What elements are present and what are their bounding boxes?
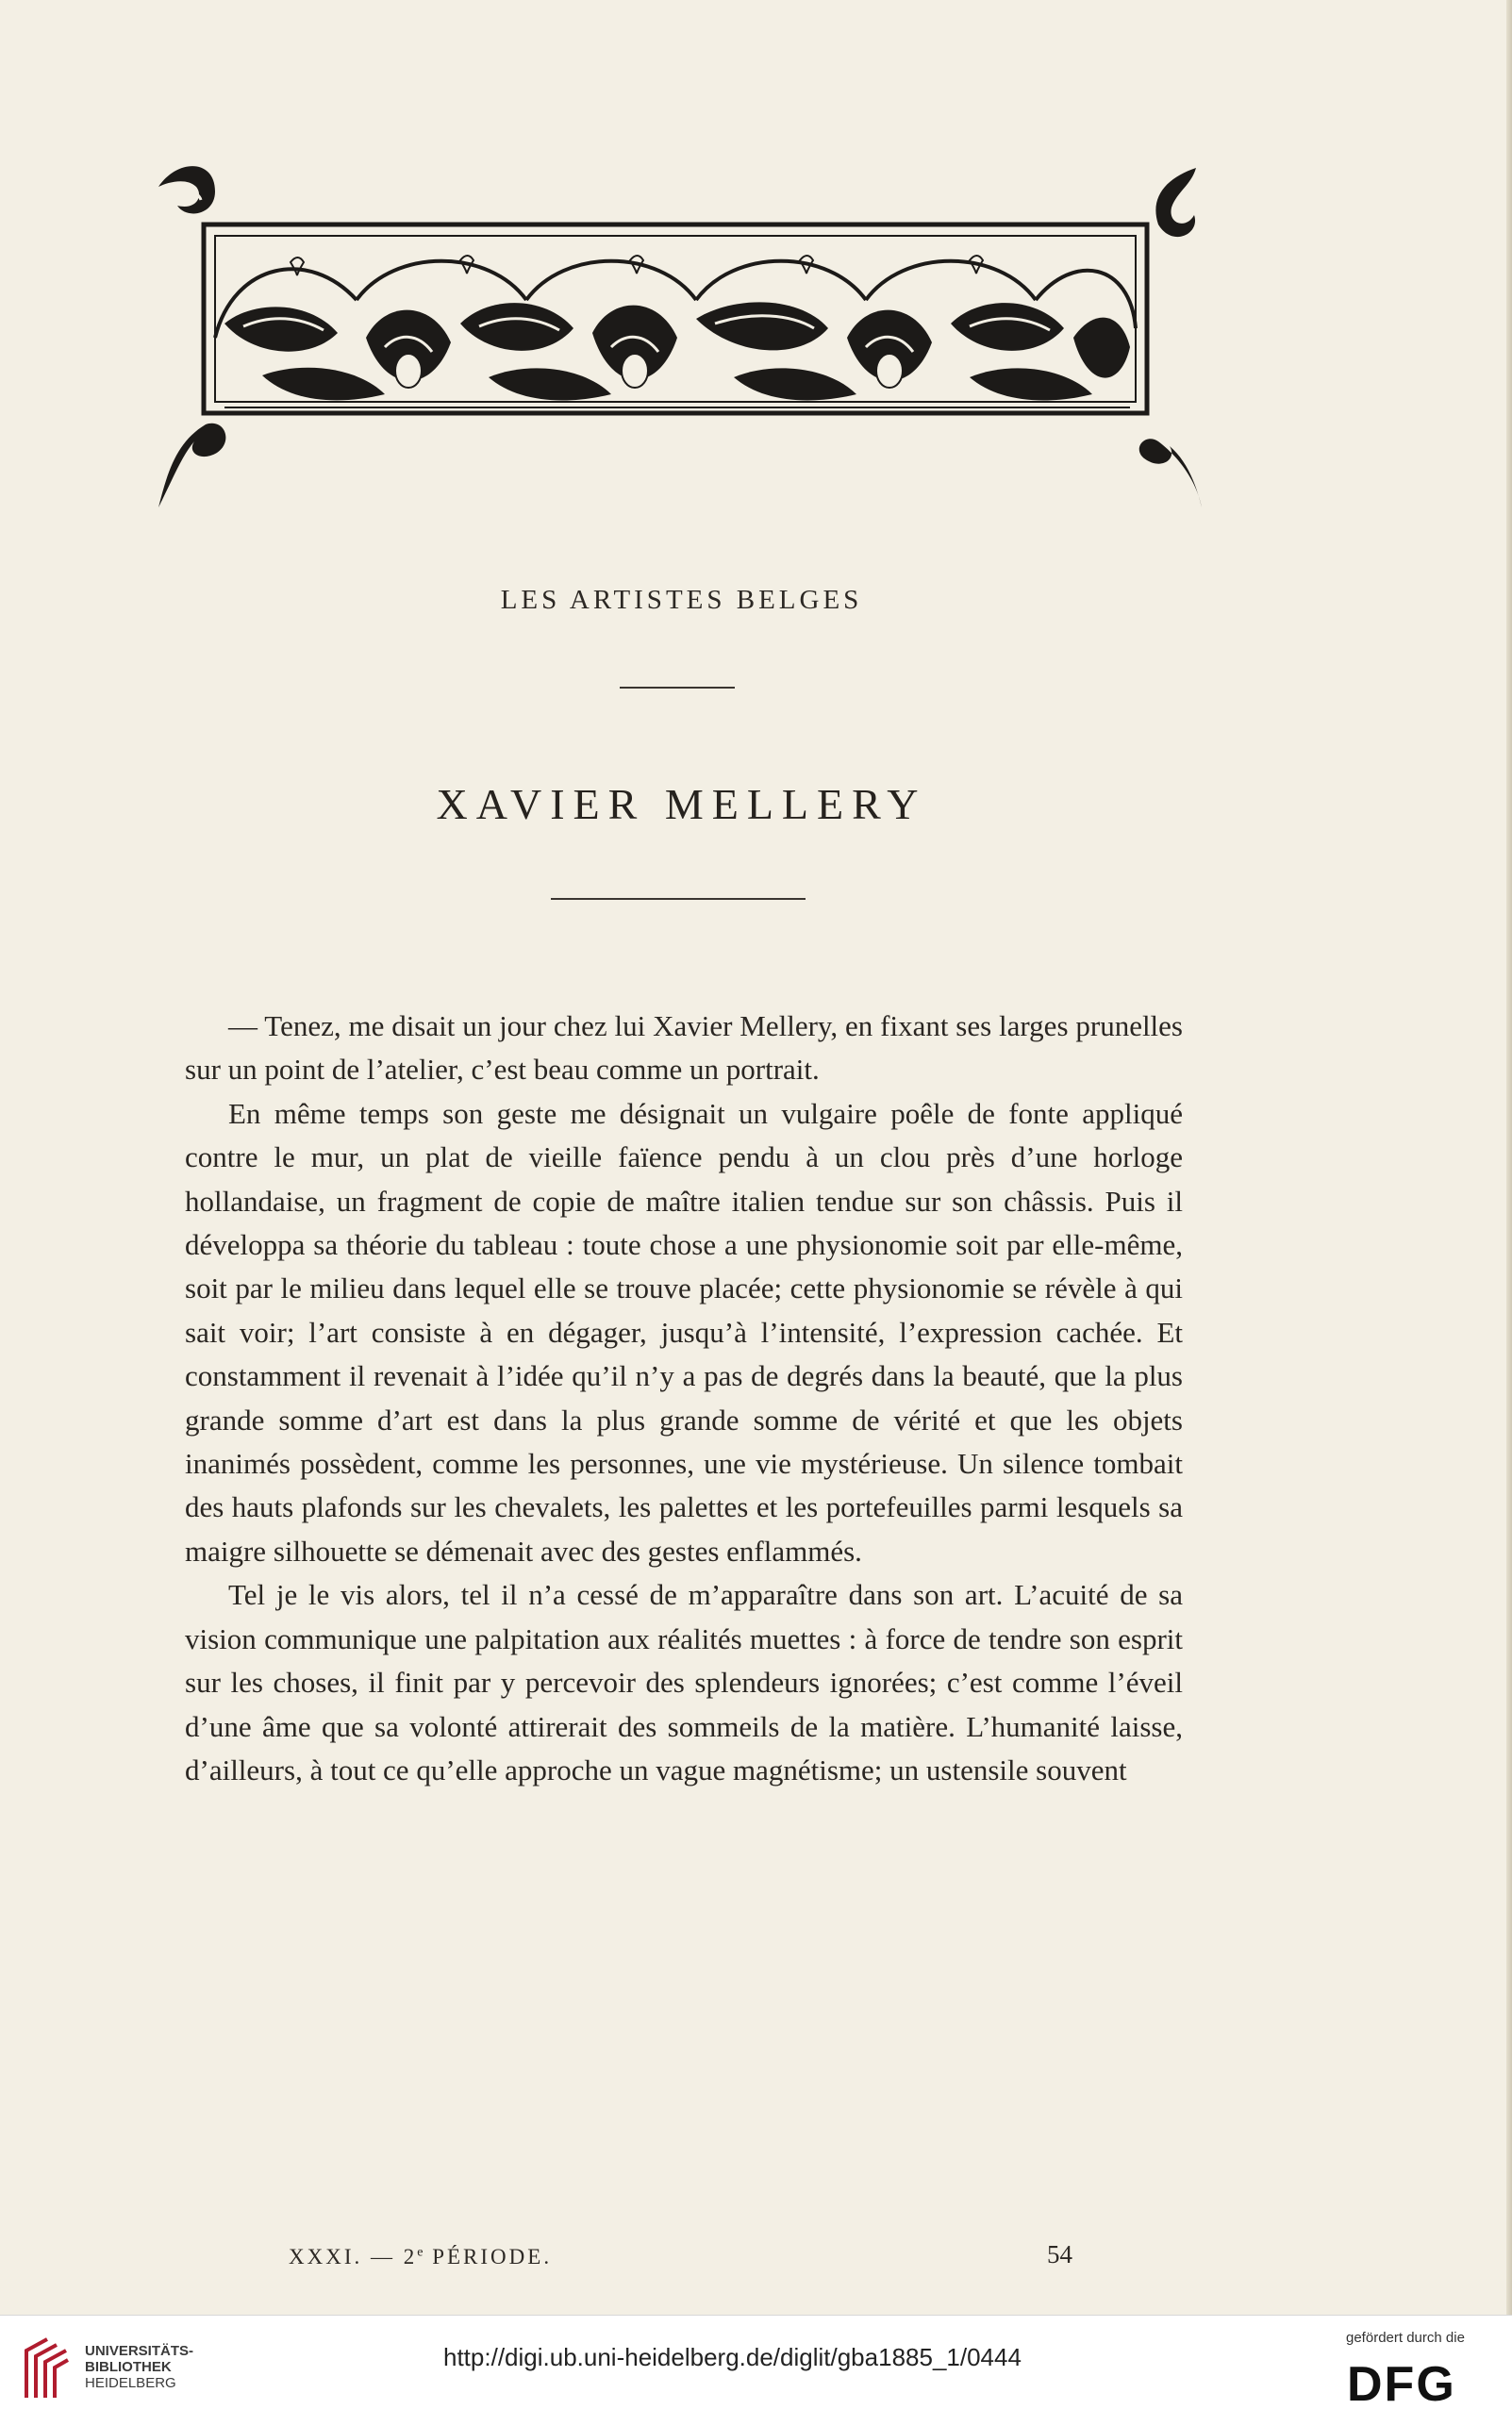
paragraph-2: En même temps son geste me désignait un vulgaire poêle de fonte appliqué contre le mur, un plat de vieille faïence pendu à un clou près d’une horloge hollandaise, un fragment de copie de maître italien tendue sur son châssis. Puis il développa sa théorie du tableau : toute chose a une physionomie soit par elle-même, soit par le milieu dans lequel elle se trouve placée; cette physionomie se révèle à qui sait voir; l’art consiste à en dégager, jusqu’à l’intensité, l’expression cachée. Et constamment il revenait à l’idée qu’il n’y a pas de degrés dans la beauté, que la plus grande somme d’art est dans la plus grande somme de vérité et que les objets inanimés possèdent, comme les personnes, une vie mystérieuse. Un silence tombait des hauts plafonds sur les chevalets, les palettes et les portefeuilles parmi lesquels sa maigre silhouette se démenait avec des gestes enflammés. [185, 1096, 1183, 1568]
signature-main: XXXI. — 2 [289, 2245, 418, 2268]
page-number: 54 [1047, 2240, 1072, 2268]
short-rule [620, 687, 735, 689]
library-line-3: HEIDELBERG [85, 2375, 176, 2391]
article-title: XAVIER MELLERY [436, 780, 927, 828]
dfg-logo[interactable]: DFG [1347, 2357, 1456, 2412]
library-line-2: BIBLIOTHEK [85, 2359, 172, 2375]
article-body [185, 1005, 1183, 1792]
paragraph-3: Tel je le vis alors, tel il n’a cessé de m’apparaître dans son art. L’acuité de sa vision communique une palpitation aux réalités muettes : à force de tendre son esprit sur les choses, il finit par y percevoir des splendeurs ignorées; c’est comme l’éveil d’une âme que sa volonté attirerait des sommeils de la matière. L’humanité laisse, d’ailleurs, à tout ce qu’elle approche un vague magnétisme; un ustensile souvent [185, 1578, 1183, 1786]
issue-signature [289, 2245, 552, 2269]
library-line-1: UNIVERSITÄTS- [85, 2343, 194, 2359]
signature-end: PÉRIODE. [424, 2245, 553, 2268]
decorative-header-band [149, 158, 1211, 517]
library-logo-icon[interactable] [19, 2332, 75, 2403]
signature-sup: e [417, 2245, 424, 2260]
page-edge [1506, 0, 1512, 2315]
paragraph-1: — Tenez, me disait un jour chez lui Xavier Mellery, en fixant ses larges prunelles sur un point de l’atelier, c’est beau comme un portrait. [185, 1009, 1183, 1087]
title-rule [551, 898, 806, 900]
permalink-url[interactable]: http://digi.ub.uni-heidelberg.de/diglit/gba1885_1/0444 [443, 2343, 1022, 2371]
running-head: LES ARTISTES BELGES [500, 585, 863, 615]
funder-caption: gefördert durch die [1346, 2330, 1465, 2346]
library-name [85, 2343, 193, 2391]
